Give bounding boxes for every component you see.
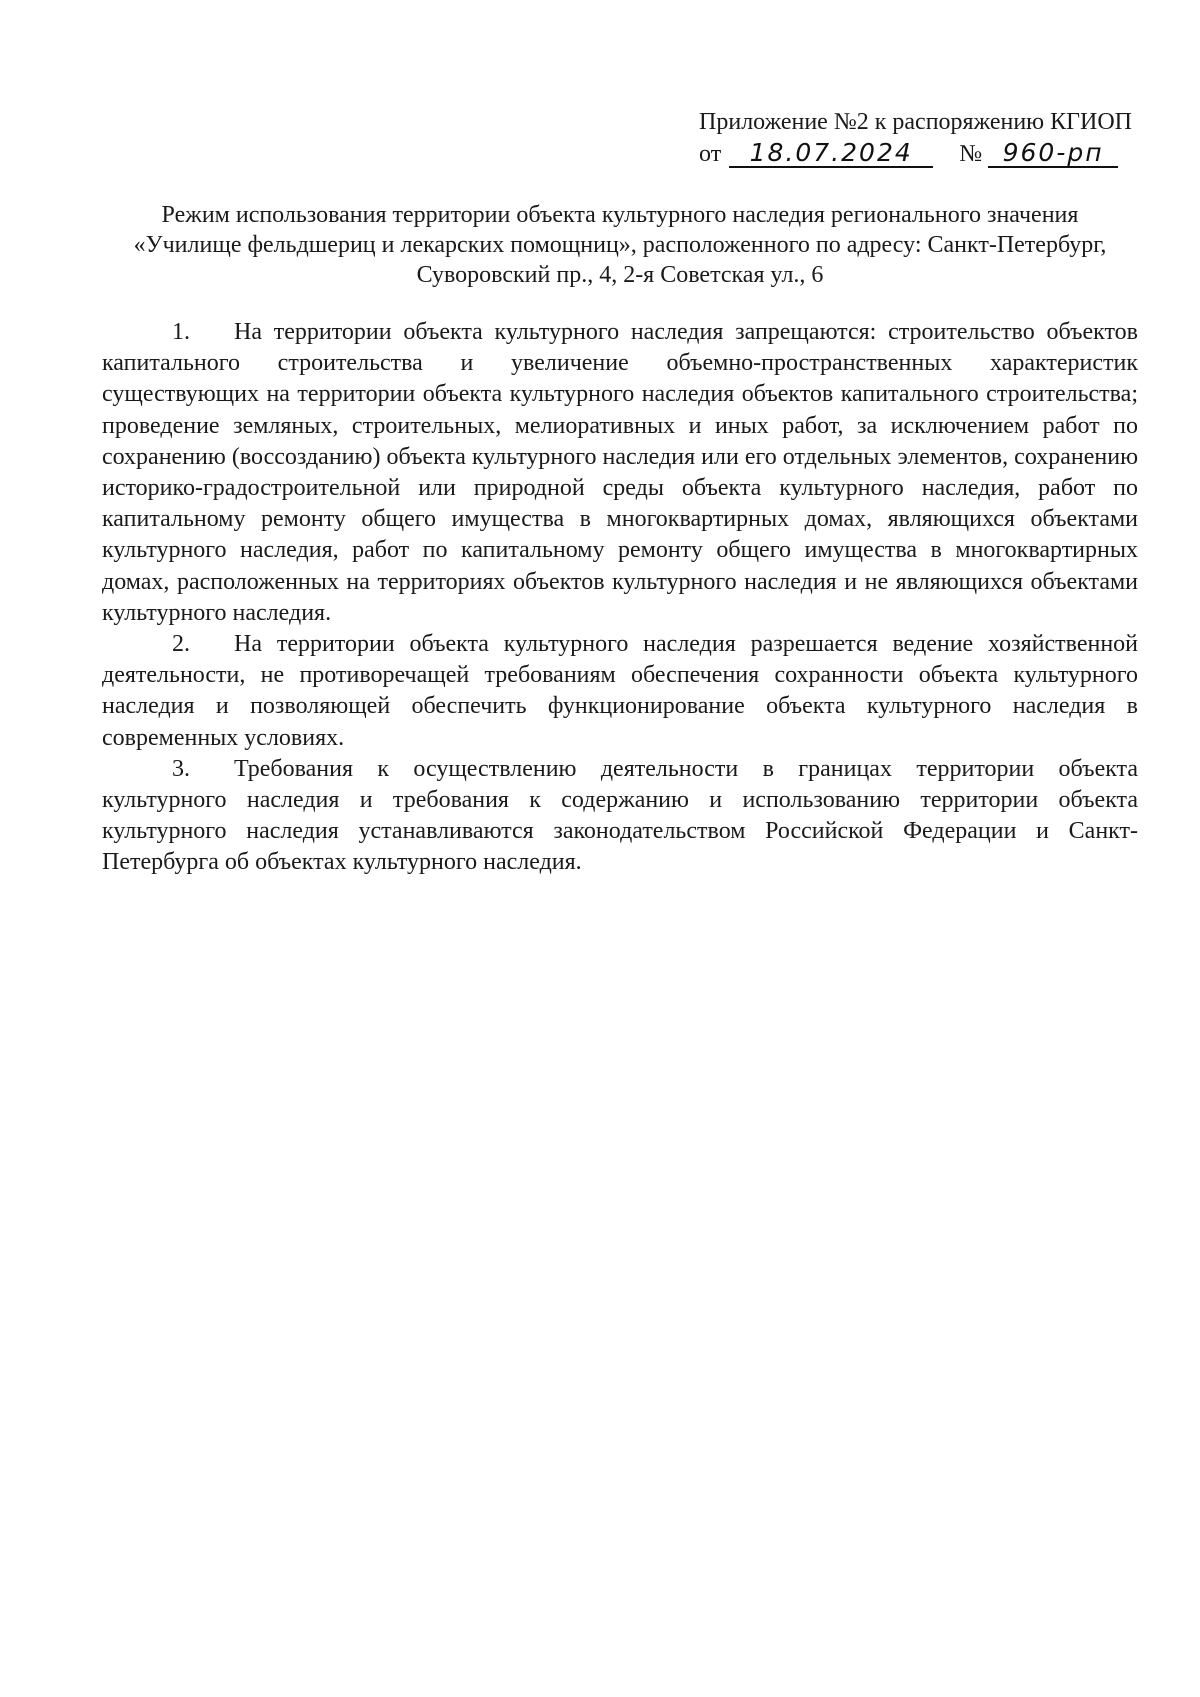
paragraph-2 [102, 629, 1138, 754]
appendix-header [699, 106, 1132, 170]
paragraph-number: 2. [172, 631, 190, 658]
title-line-1: Режим использования территории объекта культурного наследия регионального значения [161, 202, 1079, 228]
date-prefix: от [699, 141, 722, 167]
appendix-title: Приложение №2 к распоряжению КГИОП [699, 109, 1132, 135]
title-line-3: Суворовский пр., 4, 2-я Советская ул., 6 [416, 262, 824, 288]
paragraph-1 [102, 317, 1138, 629]
handwritten-date: 18.07.2024 [729, 140, 933, 168]
title-line-2: «Училище фельдшериц и лекарских помощниц», расположенного по адресу: Санкт-Петербург, [133, 232, 1107, 258]
paragraph-3 [102, 754, 1138, 879]
paragraph-text: На территории объекта культурного наследия запрещаются: строительство объектов капитального строительства и увеличение объемно-пространственных характеристик существующих на территории объекта культурного наследия объектов капитального строительства; проведение земляных, строительных, мелиоративных и иных работ, за исключением работ по сохранению (воссозданию) объекта культурного наследия или его отдельных элементов, сохранению историко-градостроительной или природной среды объекта культурного наследия, работ по капитальному ремонту общего имущества в многоквартирных домах, являющихся объектами культурного наследия, работ по капитальному ремонту общего имущества в многоквартирных домах, расположенных на территориях объектов культурного наследия и не являющихся объектами культурного наследия. [102, 319, 1138, 626]
paragraph-text: На территории объекта культурного наследия разрешается ведение хозяйственной деятельности, не противоречащей требованиям обеспечения сохранности объекта культурного наследия и позволяющей обеспечить функционирование объекта культурного наследия в современных условиях. [102, 631, 1138, 751]
paragraph-number: 3. [172, 755, 190, 782]
appendix-date-number-line [699, 138, 1132, 170]
document-title [100, 200, 1140, 290]
handwritten-number: 960-рп [988, 140, 1118, 168]
number-prefix: № [959, 141, 983, 167]
paragraph-number: 1. [172, 319, 190, 345]
paragraph-text: Требования к осуществлению деятельности в границах территории объекта культурного наследия и требования к содержанию и использованию территории объекта культурного наследия устанавливаются законодательством Российской Федерации и Санкт-Петербурга об объектах культурного наследия. [102, 755, 1138, 876]
document-body [102, 317, 1138, 879]
